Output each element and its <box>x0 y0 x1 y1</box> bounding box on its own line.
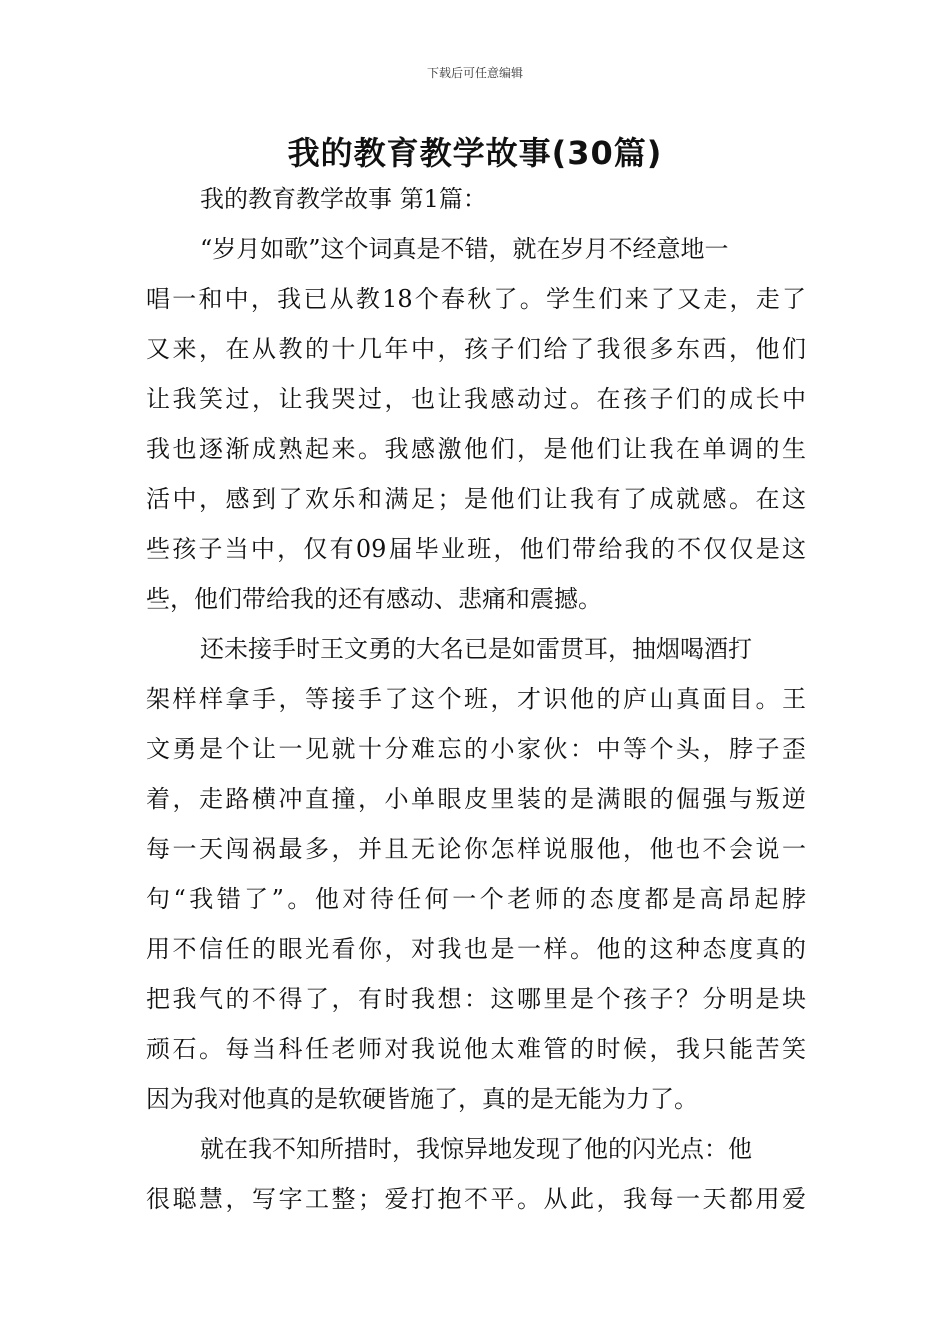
paragraph-2 <box>146 624 806 1124</box>
paragraph-1 <box>146 224 806 624</box>
paragraph-line: 些孩子当中，仅有09届毕业班，他们带给我的不仅仅是这 <box>146 535 806 563</box>
document-body <box>146 174 806 1224</box>
paragraph-line: 架样样拿手，等接手了这个班，才识他的庐山真面目。王 <box>146 685 806 713</box>
header-note: 下载后可任意编辑 <box>426 66 523 80</box>
paragraph-line: 着，走路横冲直撞，小单眼皮里装的是满眼的倔强与叛逆 <box>146 785 806 813</box>
paragraph-line: 还未接手时王文勇的大名已是如雷贯耳，抽烟喝酒打 <box>200 635 752 663</box>
paragraph-line: 就在我不知所措时，我惊异地发现了他的闪光点：他 <box>200 1135 752 1163</box>
paragraph-line: 用不信任的眼光看你，对我也是一样。他的这种态度真的 <box>146 935 806 963</box>
paragraph-line: 顽石。每当科任老师对我说他太难管的时候，我只能苦笑 <box>146 1035 806 1063</box>
paragraph-line: 唱一和中，我已从教18个春秋了。学生们来了又走，走了 <box>146 285 806 313</box>
paragraph-line: 又来，在从教的十几年中，孩子们给了我很多东西，他们 <box>146 335 806 363</box>
paragraph-line: 让我笑过，让我哭过，也让我感动过。在孩子们的成长中 <box>146 385 806 413</box>
section-heading: 我的教育教学故事 第1篇： <box>200 185 487 213</box>
paragraph-line: 些，他们带给我的还有感动、悲痛和震撼。 <box>146 585 602 613</box>
paragraph-line: 活中，感到了欢乐和满足；是他们让我有了成就感。在这 <box>146 485 806 513</box>
document-title: 我的教育教学故事(30篇) <box>287 134 663 172</box>
paragraph-line: “岁月如歌”这个词真是不错，就在岁月不经意地一 <box>200 235 729 263</box>
paragraph-line: 文勇是个让一见就十分难忘的小家伙：中等个头，脖子歪 <box>146 735 806 763</box>
paragraph-line: 句“我错了”。他对待任何一个老师的态度都是高昂起脖 <box>146 885 806 913</box>
paragraph-line: 把我气的不得了，有时我想：这哪里是个孩子？分明是块 <box>146 985 806 1013</box>
paragraph-line: 很聪慧，写字工整；爱打抱不平。从此，我每一天都用爱 <box>146 1185 806 1213</box>
paragraph-3 <box>146 1124 806 1224</box>
paragraph-line: 因为我对他真的是软硬皆施了，真的是无能为力了。 <box>146 1085 698 1113</box>
paragraph-line: 我也逐渐成熟起来。我感激他们，是他们让我在单调的生 <box>146 435 806 463</box>
paragraph-line: 每一天闯祸最多，并且无论你怎样说服他，他也不会说一 <box>146 835 806 863</box>
